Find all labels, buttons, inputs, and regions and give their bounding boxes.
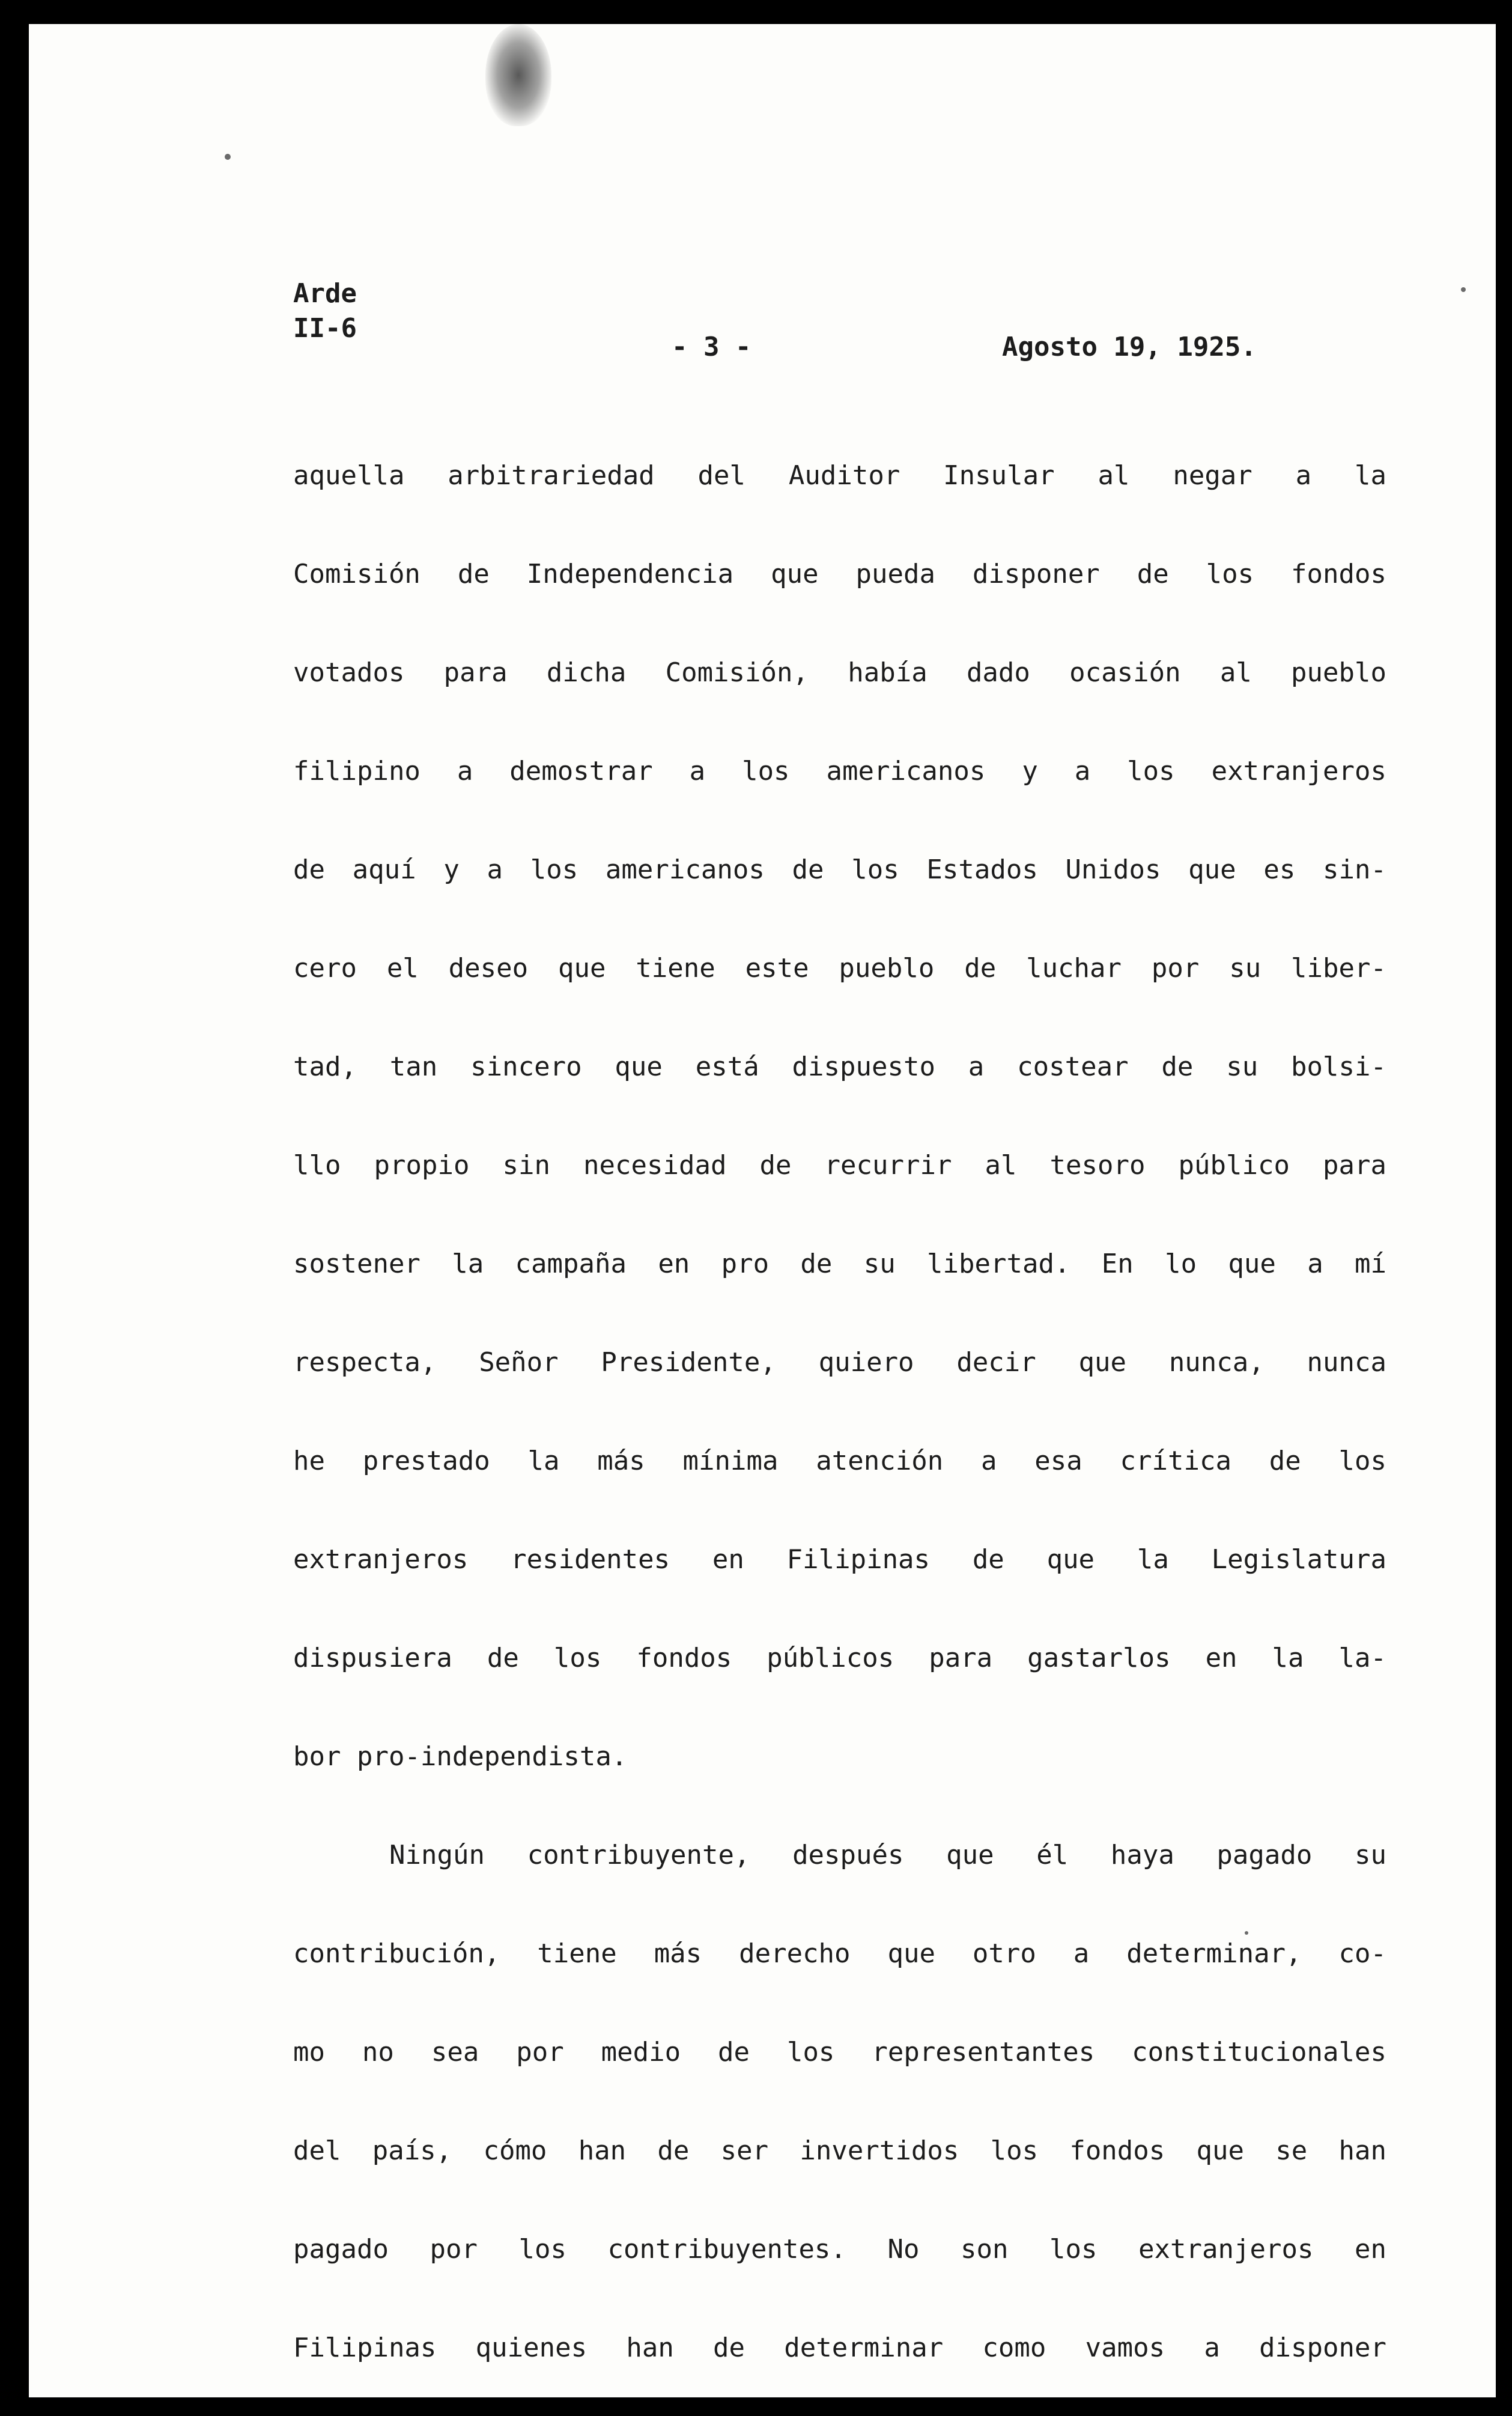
paragraph-2: [293, 1806, 1386, 2397]
document-reference: [293, 276, 357, 346]
text-line: votados para dicha Comisión, había dado ocasión al pueblo: [293, 657, 1386, 688]
text-line: Ningún contribuyente, después que él haya pagado su: [389, 1840, 1386, 1870]
text-line: de aquí y a los americanos de los Estados Unidos que es sin-: [293, 854, 1386, 885]
paragraph-1: [293, 427, 1386, 1806]
text-line: bor pro-independista.: [293, 1741, 628, 1772]
text-line: sostener la campaña en pro de su libertad. En lo que a mí: [293, 1249, 1386, 1279]
text-line: filipino a demostrar a los americanos y a los extranjeros: [293, 756, 1386, 787]
reference-line-2: II-6: [293, 313, 357, 344]
text-line: pagado por los contribuyentes. No son los extranjeros en: [293, 2234, 1386, 2265]
text-line: respecta, Señor Presidente, quiero decir que nunca, nunca: [293, 1347, 1386, 1378]
text-line: Filipinas quienes han de determinar como vamos a disponer: [293, 2332, 1386, 2363]
document-page: [29, 24, 1496, 2397]
text-line: del país, cómo han de ser invertidos los fondos que se han: [293, 2135, 1386, 2166]
document-date: Agosto 19, 1925.: [1002, 332, 1257, 362]
document-body: [293, 427, 1386, 2397]
text-line: contribución, tiene más derecho que otro a determinar, co-: [293, 1938, 1386, 1969]
text-line: aquella arbitrariedad del Auditor Insular al negar a la: [293, 460, 1386, 491]
ink-smudge: [485, 24, 551, 126]
text-line: mo no sea por medio de los representantes constitucionales: [293, 2037, 1386, 2068]
page-header: [29, 276, 1496, 385]
text-line: dispusiera de los fondos públicos para gastarlos en la la-: [293, 1643, 1386, 1673]
text-line: llo propio sin necesidad de recurrir al tesoro público para: [293, 1150, 1386, 1181]
reference-line-1: Arde: [293, 278, 357, 309]
text-line: tad, tan sincero que está dispuesto a costear de su bolsi-: [293, 1051, 1386, 1082]
text-line: Comisión de Independencia que pueda disponer de los fondos: [293, 559, 1386, 589]
text-line: extranjeros residentes en Filipinas de que la Legislatura: [293, 1544, 1386, 1575]
paper-speck: [225, 154, 231, 160]
page-number: - 3 -: [672, 332, 751, 362]
text-line: cero el deseo que tiene este pueblo de luchar por su liber-: [293, 953, 1386, 984]
text-line: he prestado la más mínima atención a esa crítica de los: [293, 1446, 1386, 1476]
